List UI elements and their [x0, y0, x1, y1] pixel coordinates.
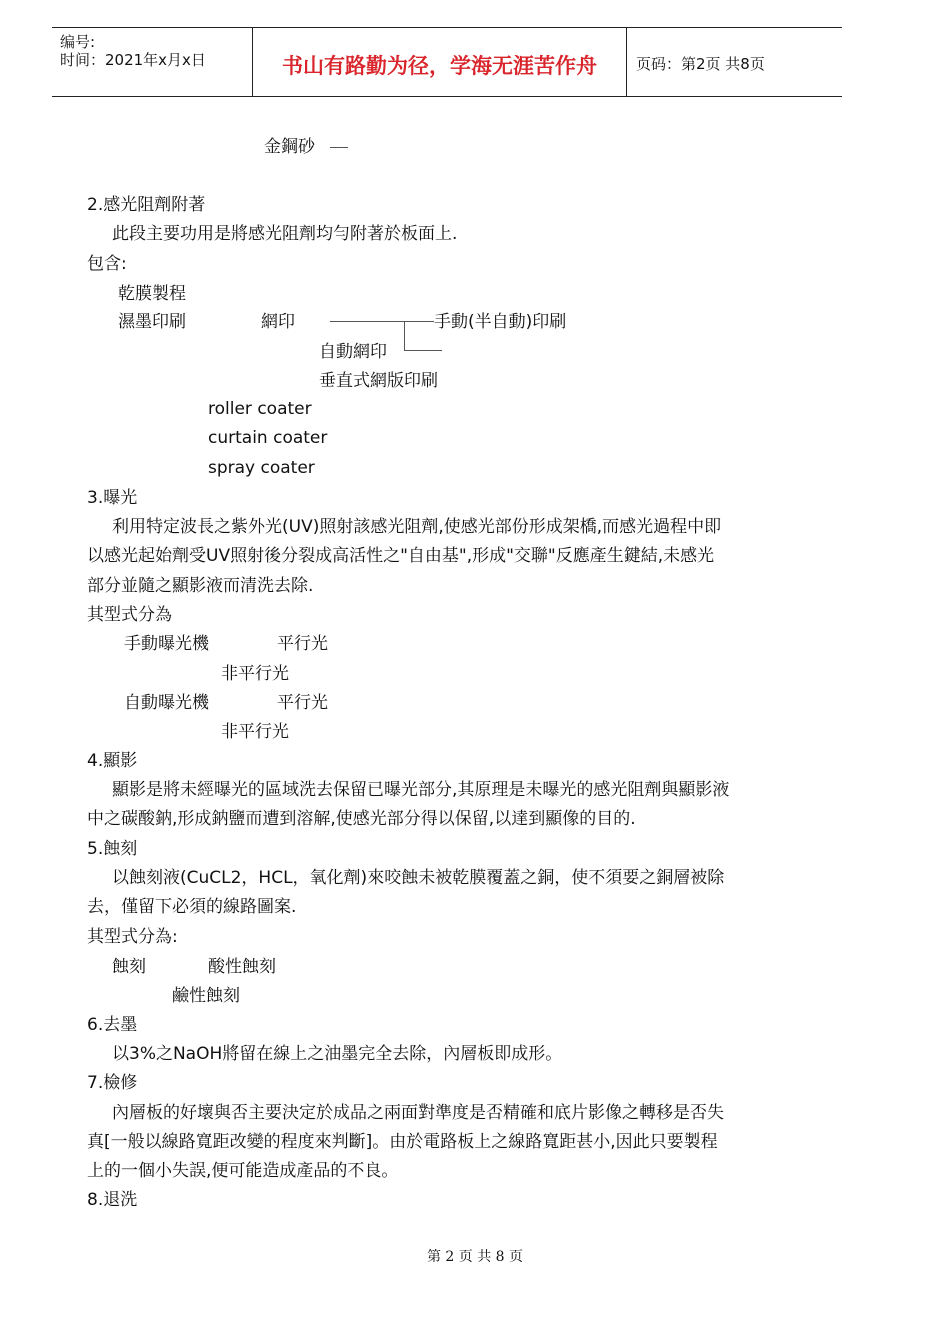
header-motto-cell: [252, 28, 627, 96]
connector-line: [404, 350, 442, 351]
item-auto-screen: 自動網印: [319, 342, 387, 362]
item-alkaline-etching: 鹼性蝕刻: [172, 986, 240, 1006]
section-3-para-line: 利用特定波長之紫外光(UV)照射該感光阻劑,使感光部份形成架橋,而感光過程中即: [112, 517, 722, 537]
section-2-title: 2.感光阻劑附著: [87, 195, 206, 215]
number-label: 编号:: [60, 33, 96, 51]
item-vertical-screen: 垂直式網版印刷: [319, 371, 438, 391]
item-nonparallel-light: 非平行光: [221, 722, 289, 742]
header-meta-cell: [52, 28, 252, 96]
section-3-para-line: 以感光起始劑受UV照射後分裂成高活性之"自由基",形成"交聯"反應產生鍵結,未感光: [87, 546, 715, 566]
page-footer: 第 2 页 共 8 页: [426, 1249, 524, 1265]
item-curtain-coater: curtain coater: [208, 428, 328, 448]
section-8-title: 8.退洗: [87, 1190, 138, 1210]
section-4-para-line: 顯影是將未經曝光的區域洗去保留已曝光部分,其原理是未曝光的感光阻劑與顯影液: [112, 780, 730, 800]
connector-line: [330, 321, 434, 322]
section-7-title: 7.檢修: [87, 1073, 138, 1093]
section-7-para-line: 上的一個小失誤,便可能造成產品的不良。: [87, 1161, 399, 1181]
item-roller-coater: roller coater: [208, 399, 312, 419]
section-5-title: 5.蝕刻: [87, 839, 138, 859]
item-parallel-light: 平行光: [277, 634, 328, 654]
connector-line: [404, 321, 405, 351]
time-label: 时间：2021年x月x日: [60, 51, 206, 69]
page-info: 页码：第2页 共8页: [636, 55, 765, 73]
item-manual-exposure: 手動曝光機: [124, 634, 209, 654]
section-5-para-line: 以蝕刻液(CuCL2，HCL，氧化劑)來咬蝕未被乾膜覆蓋之銅，使不須要之銅層被除: [112, 868, 725, 888]
item-spray-coater: spray coater: [208, 458, 315, 478]
item-dry-film: 乾膜製程: [118, 284, 186, 304]
section-4-para-line: 中之碳酸鈉,形成鈉鹽而遭到溶解,使感光部分得以保留,以達到顯像的目的.: [87, 809, 636, 829]
item-nonparallel-light: 非平行光: [221, 664, 289, 684]
item-etching: 蝕刻: [112, 957, 146, 977]
connector-line: [330, 147, 348, 148]
section-4-title: 4.顯影: [87, 751, 138, 771]
header-page-cell: [626, 28, 842, 96]
section-3-para-line: 部分並隨之顯影液而清洗去除.: [87, 576, 314, 596]
page-header: [52, 27, 842, 97]
section-5-types: 其型式分為:: [87, 927, 178, 947]
item-acid-etching: 酸性蝕刻: [208, 957, 276, 977]
section-3-types: 其型式分為: [87, 605, 172, 625]
item-parallel-light: 平行光: [277, 693, 328, 713]
item-screen-print: 網印: [261, 312, 295, 332]
item-auto-exposure: 自動曝光機: [124, 693, 209, 713]
item-manual-print: 手動(半自動)印刷: [434, 312, 567, 332]
section-6-para-line: 以3%之NaOH將留在線上之油墨完全去除，內層板即成形。: [112, 1044, 563, 1064]
item-wet-ink: 濕墨印刷: [118, 312, 186, 332]
motto-text: 书山有路勤为径，学海无涯苦作舟: [282, 53, 597, 78]
section-7-para-line: 內層板的好壞與否主要決定於成品之兩面對準度是否精確和底片影像之轉移是否失: [112, 1103, 724, 1123]
section-6-title: 6.去墨: [87, 1015, 138, 1035]
section-3-title: 3.曝光: [87, 488, 138, 508]
section-5-para-line: 去，僅留下必須的線路圖案.: [87, 897, 297, 917]
section-2-include: 包含:: [87, 254, 127, 274]
section-2-desc: 此段主要功用是將感光阻劑均勻附著於板面上.: [112, 224, 458, 244]
item-abrasive: 金鋼砂: [264, 137, 315, 157]
section-7-para-line: 真[一般以線路寬距改變的程度來判斷]。由於電路板上之線路寬距甚小,因此只要製程: [87, 1132, 718, 1152]
